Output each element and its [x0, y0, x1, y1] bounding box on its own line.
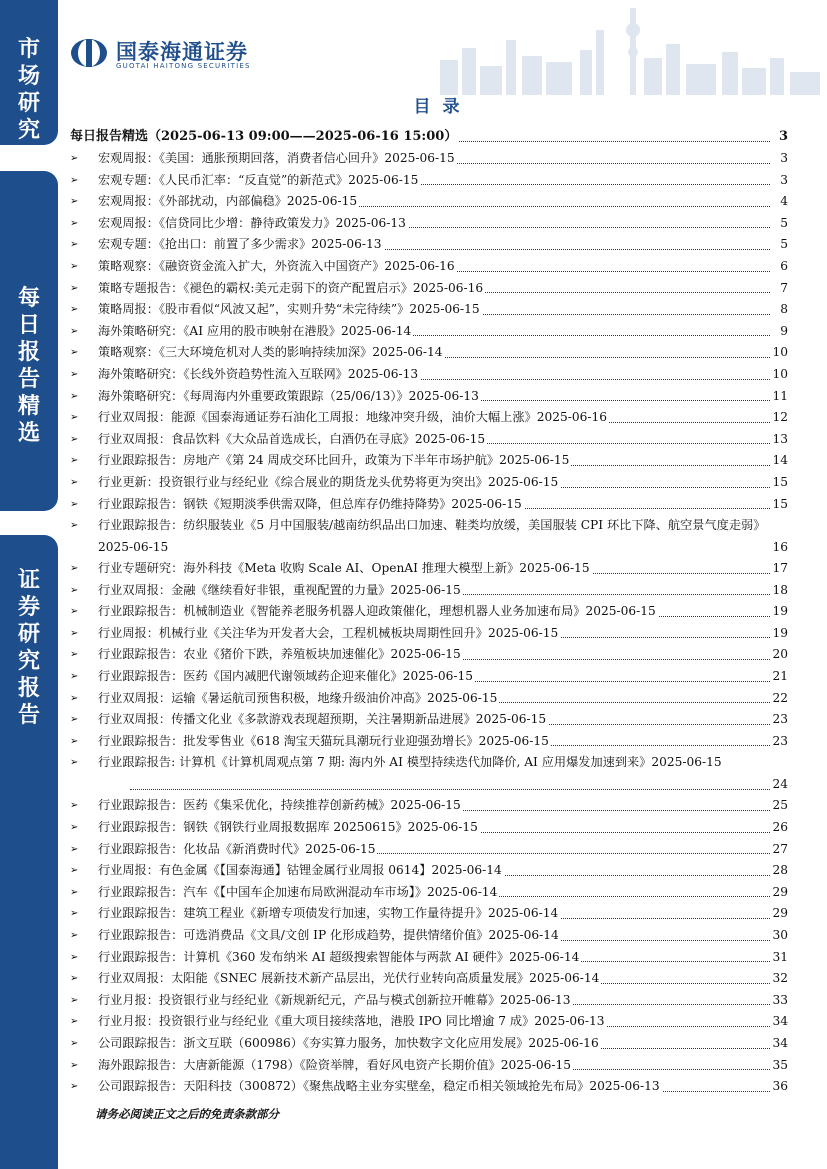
toc-entry-title: 行业跟踪报告：房地产《第 24 周成交环比回升，政策为下半年市场护航》2025-06-15 — [98, 450, 571, 472]
sidebar-tab-label: 每 日 报 告 精 选 — [17, 286, 40, 446]
arrow-bullet-icon: ➢ — [70, 347, 79, 359]
toc-entry[interactable] — [70, 170, 788, 192]
toc-entry[interactable] — [70, 666, 788, 688]
arrow-bullet-icon: ➢ — [70, 843, 79, 855]
toc-entry[interactable] — [70, 925, 788, 947]
arrow-bullet-icon: ➢ — [70, 649, 79, 661]
toc-entry-title: 行业周报：有色金属《【国泰海通】钴锂金属行业周报 0614】2025-06-14 — [98, 860, 504, 882]
toc-entry-title: 策略专题报告：《褪色的霸权:美元走弱下的资产配置启示》2025-06-16 — [98, 278, 485, 300]
toc-entry[interactable] — [70, 1033, 788, 1055]
arrow-bullet-icon: ➢ — [70, 973, 79, 985]
toc-page-number: 15 — [770, 494, 788, 516]
arrow-bullet-icon: ➢ — [70, 1081, 79, 1093]
arrow-bullet-icon: ➢ — [70, 930, 79, 941]
toc-entry-title: 行业双周报：运输《暑运航司预售积极，地缘升级油价冲高》2025-06-15 — [98, 688, 499, 710]
toc-page-number: 28 — [770, 860, 788, 882]
arrow-bullet-icon: ➢ — [70, 153, 79, 164]
arrow-bullet-icon: ➢ — [70, 908, 79, 920]
toc-entry-title: 行业跟踪报告：纺织服装业《5 月中国服装/越南纺织品出口加速、鞋类均放缓，美国服装 CPI 环比下降、航空景气度走弱》2025-06-15 — [98, 515, 790, 558]
toc-entry[interactable] — [70, 515, 788, 558]
toc-entry[interactable] — [70, 429, 788, 451]
arrow-bullet-icon: ➢ — [70, 994, 79, 1006]
arrow-bullet-icon: ➢ — [70, 865, 79, 877]
toc-entry[interactable] — [70, 407, 788, 429]
toc-page-number: 3 — [770, 127, 788, 147]
toc-entry-title: 行业双周报：能源《国泰海通证券石油化工周报：地缘冲突升级，油价大幅上涨》2025-06-16 — [98, 407, 609, 429]
arrow-bullet-icon: ➢ — [70, 282, 79, 294]
arrow-bullet-icon: ➢ — [70, 714, 79, 726]
toc-page-number: 35 — [770, 1055, 788, 1077]
toc-entry[interactable] — [70, 364, 788, 386]
toc-entry-title: 行业跟踪报告：计算机《360 发布纳米 AI 超级搜索智能体与两款 AI 硬件》2025-06-14 — [98, 947, 581, 969]
company-logo — [70, 36, 300, 76]
toc-page-number: 23 — [770, 731, 788, 753]
toc-entry-title: 行业跟踪报告：汽车《【中国车企加速布局欧洲混动车市场】》2025-06-14 — [98, 882, 499, 904]
toc-entry-title: 行业周报：机械行业《关注华为开发者大会，工程机械板块周期性回升》2025-06-15 — [98, 623, 560, 645]
toc-entry-title: 宏观周报：《美国：通胀预期回落，消费者信心回升》2025-06-15 — [98, 148, 457, 170]
toc-entry[interactable] — [70, 688, 788, 710]
toc-page-number: 27 — [770, 839, 788, 861]
toc-page-number: 16 — [770, 537, 788, 559]
arrow-bullet-icon: ➢ — [70, 584, 79, 596]
toc-entry[interactable] — [70, 450, 788, 472]
arrow-bullet-icon: ➢ — [70, 886, 79, 898]
toc-entry-title: 公司跟踪报告：浙文互联（600986）《夯实算力服务，加快数字文化应用发展》2025-06-16 — [98, 1033, 601, 1055]
toc-page-number: 12 — [770, 407, 788, 429]
toc-page-number: 20 — [770, 644, 788, 666]
toc-entry-title: 宏观专题：《抢出口：前置了多少需求》2025-06-13 — [98, 234, 384, 256]
arrow-bullet-icon: ➢ — [70, 239, 79, 251]
table-of-contents — [70, 127, 788, 1098]
toc-entry[interactable] — [70, 256, 788, 278]
toc-page-number: 21 — [770, 666, 788, 688]
toc-entry[interactable] — [70, 472, 788, 494]
toc-page-number: 31 — [770, 947, 788, 969]
toc-page-number: 6 — [770, 256, 788, 278]
toc-entry[interactable] — [70, 213, 788, 235]
toc-entry[interactable] — [70, 752, 788, 795]
toc-entry-title: 宏观专题：《人民币汇率：“反直觉”的新范式》2025-06-15 — [98, 170, 420, 192]
toc-page-number: 10 — [770, 364, 788, 386]
toc-entry[interactable] — [70, 148, 788, 170]
toc-page-number: 3 — [770, 148, 788, 170]
disclaimer-footer: 请务必阅读正文之后的免责条款部分 — [95, 1107, 279, 1121]
toc-entry-title: 行业跟踪报告：批发零售业《618 淘宝天猫玩具潮玩行业迎强劲增长》2025-06-15 — [98, 731, 551, 753]
toc-page-number: 29 — [770, 882, 788, 904]
arrow-bullet-icon: ➢ — [70, 671, 79, 683]
toc-entry-title: 行业专题研究：海外科技《Meta 收购 Scale AI、OpenAI 推理大模型上新》2025-06-15 — [98, 558, 592, 580]
toc-entry[interactable] — [70, 601, 788, 623]
toc-entry-title: 策略周报：《股市看似“风波又起”，实则升势“未完待续”》2025-06-15 — [98, 299, 482, 321]
page-title: 目录 — [413, 97, 472, 117]
toc-entry[interactable] — [70, 1076, 788, 1098]
toc-page-number: 25 — [770, 795, 788, 817]
toc-entry-title: 行业跟踪报告：医药《国内减肥代谢领域药企迎来催化》2025-06-15 — [98, 666, 475, 688]
toc-entry-title: 行业更新：投资银行业与经纪业《综合展业的期货龙头优势将更为突出》2025-06-15 — [98, 472, 560, 494]
toc-entry-title: 行业跟踪报告: 计算机《计算机周观点第 7 期: 海内外 AI 模型持续迭代加降价, AI 应用爆发加速到来》2025-06-15 — [98, 752, 790, 774]
arrow-bullet-icon: ➢ — [70, 260, 79, 272]
logo-name-en: GUOTAI HAITONG SECURITIES — [116, 62, 251, 70]
toc-page-number: 22 — [770, 688, 788, 710]
toc-entry[interactable] — [70, 234, 788, 256]
toc-page-number: 14 — [770, 450, 788, 472]
toc-entry[interactable] — [70, 1055, 788, 1077]
arrow-bullet-icon: ➢ — [70, 412, 79, 424]
toc-page-number: 3 — [770, 170, 788, 192]
toc-entry-title: 行业月报：投资银行业与经纪业《新规新纪元，产品与模式创新拉开帷幕》2025-06-13 — [98, 990, 572, 1012]
toc-entry[interactable] — [70, 278, 788, 300]
toc-entry[interactable] — [70, 968, 788, 990]
toc-page-number: 33 — [770, 990, 788, 1012]
toc-entry-title: 行业跟踪报告：可选消费品《文具/文创 IP 化形成趋势，提供情绪价值》2025-06-14 — [98, 925, 561, 947]
toc-entry-title: 行业跟踪报告：医药《集采优化，持续推荐创新药械》2025-06-15 — [98, 795, 463, 817]
arrow-bullet-icon: ➢ — [70, 520, 79, 532]
toc-entry-title: 海外策略研究：《长线外资趋势性流入互联网》2025-06-13 — [98, 364, 420, 386]
toc-entry[interactable] — [70, 990, 788, 1012]
toc-entry-title: 行业跟踪报告：机械制造业《智能养老服务机器人迎政策催化，理想机器人业务加速布局》2025-06-15 — [98, 601, 658, 623]
toc-page-number: 32 — [770, 968, 788, 990]
arrow-bullet-icon: ➢ — [70, 455, 79, 467]
arrow-bullet-icon: ➢ — [70, 476, 79, 488]
arrow-bullet-icon: ➢ — [70, 692, 79, 704]
arrow-bullet-icon: ➢ — [70, 951, 79, 963]
toc-entry-title: 行业跟踪报告：化妆品《新消费时代》2025-06-15 — [98, 839, 377, 861]
toc-entry[interactable] — [70, 882, 788, 904]
toc-entry[interactable] — [70, 947, 788, 969]
toc-page-number: 10 — [770, 342, 788, 364]
arrow-bullet-icon: ➢ — [70, 304, 79, 316]
dot-leader — [130, 789, 770, 790]
arrow-bullet-icon: ➢ — [70, 390, 79, 402]
toc-page-number: 5 — [770, 213, 788, 235]
arrow-bullet-icon: ➢ — [70, 325, 79, 337]
toc-page-number: 5 — [770, 234, 788, 256]
toc-entry[interactable] — [70, 191, 788, 213]
arrow-bullet-icon: ➢ — [70, 1037, 79, 1049]
toc-page-number: 4 — [770, 191, 788, 213]
city-skyline-graphic — [430, 0, 827, 95]
toc-entry[interactable] — [70, 623, 788, 645]
arrow-bullet-icon: ➢ — [70, 627, 79, 639]
toc-entry-title: 行业双周报：食品饮料《大众品首选成长，白酒仍在寻底》2025-06-15 — [98, 429, 487, 451]
toc-page-number: 9 — [770, 321, 788, 343]
toc-entry-title: 行业跟踪报告：建筑工程业《新增专项债发行加速，实物工作量待提升》2025-06-14 — [98, 903, 560, 925]
toc-entry[interactable] — [70, 299, 788, 321]
arrow-bullet-icon: ➢ — [70, 800, 79, 812]
toc-page-number: 7 — [770, 278, 788, 300]
toc-page-number: 18 — [770, 580, 788, 602]
toc-entry-title: 策略观察：《融资资金流入扩大，外资流入中国资产》2025-06-16 — [98, 256, 457, 278]
toc-entry[interactable] — [70, 580, 788, 602]
toc-entry-title: 行业跟踪报告：钢铁《短期淡季供需双降，但总库存仍维持降势》2025-06-15 — [98, 494, 524, 516]
toc-page-number: 24 — [770, 774, 788, 796]
toc-entry[interactable] — [70, 558, 788, 580]
logo-name-cn: 国泰海通证券 — [116, 40, 248, 64]
toc-entry[interactable] — [70, 709, 788, 731]
toc-page-number: 15 — [770, 472, 788, 494]
toc-entry-title: 公司跟踪报告：天阳科技（300872）《聚焦战略主业夯实壁垒，稳定币相关领域抢先布局》2025-06-13 — [98, 1076, 662, 1098]
arrow-bullet-icon: ➢ — [70, 563, 79, 575]
arrow-bullet-icon: ➢ — [70, 822, 79, 834]
toc-entry-title: 行业双周报：金融《继续看好非银，重视配置的力量》2025-06-15 — [98, 580, 463, 602]
toc-page-number: 19 — [770, 601, 788, 623]
toc-page-number: 8 — [770, 299, 788, 321]
arrow-bullet-icon: ➢ — [70, 196, 79, 208]
toc-entry-title: 策略观察：《三大环境危机对人类的影响持续加深》2025-06-14 — [98, 342, 444, 364]
toc-entry-title: 行业跟踪报告：钢铁《钢铁行业周报数据库 20250615》2025-06-15 — [98, 817, 480, 839]
toc-page-number: 19 — [770, 623, 788, 645]
arrow-bullet-icon: ➢ — [70, 1059, 79, 1071]
arrow-bullet-icon: ➢ — [70, 498, 79, 510]
toc-entry[interactable] — [70, 731, 788, 753]
arrow-bullet-icon: ➢ — [70, 606, 79, 618]
toc-page-number: 11 — [770, 386, 788, 408]
toc-entry-title: 海外策略研究：《AI 应用的股市映射在港股》2025-06-14 — [98, 321, 413, 343]
toc-page-number: 23 — [770, 709, 788, 731]
toc-entry[interactable] — [70, 494, 788, 516]
toc-entry[interactable] — [70, 1011, 788, 1033]
toc-entry[interactable] — [70, 342, 788, 364]
sidebar-tab-securities-report — [0, 535, 58, 1169]
toc-entry-title: 行业双周报：传播文化业《多款游戏表现超预期，关注暑期新品进展》2025-06-15 — [98, 709, 548, 731]
toc-entry[interactable] — [70, 321, 788, 343]
toc-entry-title: 海外策略研究：《每周海内外重要政策跟踪（25/06/13）》2025-06-13 — [98, 386, 481, 408]
toc-entry-title: 行业双周报：太阳能《SNEC 展新技术新产品层出，光伏行业转向高质量发展》2025-06-14 — [98, 968, 601, 990]
toc-page-number: 26 — [770, 817, 788, 839]
toc-entry-title: 海外跟踪报告：大唐新能源（1798）《险资举牌，看好风电资产长期价值》2025-06-15 — [98, 1055, 573, 1077]
toc-entry[interactable] — [70, 860, 788, 882]
toc-entry[interactable] — [70, 903, 788, 925]
toc-entry[interactable] — [70, 817, 788, 839]
sidebar-tab-label: 市 场 研 究 — [17, 37, 40, 143]
toc-entry[interactable] — [70, 386, 788, 408]
toc-page-number: 29 — [770, 903, 788, 925]
toc-page-number: 34 — [770, 1011, 788, 1033]
toc-page-number: 17 — [770, 558, 788, 580]
arrow-bullet-icon: ➢ — [70, 174, 79, 186]
arrow-bullet-icon: ➢ — [70, 735, 79, 747]
logo-mark-icon — [70, 38, 108, 68]
toc-entry[interactable] — [70, 644, 788, 666]
toc-entry-title: 每日报告精选（2025-06-13 09:00——2025-06-16 15:00） — [70, 127, 459, 147]
toc-entry-title: 行业月报：投资银行业与经纪业《重大项目接续落地，港股 IPO 同比增逾 7 成》2025-06-13 — [98, 1011, 607, 1033]
arrow-bullet-icon: ➢ — [70, 757, 79, 769]
arrow-bullet-icon: ➢ — [70, 433, 79, 445]
toc-page-number: 36 — [770, 1076, 788, 1098]
toc-entry[interactable] — [70, 839, 788, 861]
arrow-bullet-icon: ➢ — [70, 368, 79, 380]
toc-entry-title: 行业跟踪报告：农业《猪价下跌，养殖板块加速催化》2025-06-15 — [98, 644, 463, 666]
toc-entry[interactable] — [70, 795, 788, 817]
sidebar-tab-label: 证 券 研 究 报 告 — [17, 568, 40, 728]
arrow-bullet-icon: ➢ — [70, 1016, 79, 1028]
arrow-bullet-icon: ➢ — [70, 217, 79, 229]
toc-entry-title: 宏观周报：《信贷同比少增：静待政策发力》2025-06-13 — [98, 213, 408, 235]
sidebar-tab-daily-picks — [0, 171, 58, 511]
toc-page-number: 13 — [770, 429, 788, 451]
toc-page-number: 34 — [770, 1033, 788, 1055]
toc-page-number: 30 — [770, 925, 788, 947]
sidebar-tab-market-research — [0, 0, 58, 145]
toc-section-heading[interactable] — [70, 127, 788, 148]
toc-entry-title: 宏观周报：《外部扰动，内部偏稳》2025-06-15 — [98, 191, 359, 213]
